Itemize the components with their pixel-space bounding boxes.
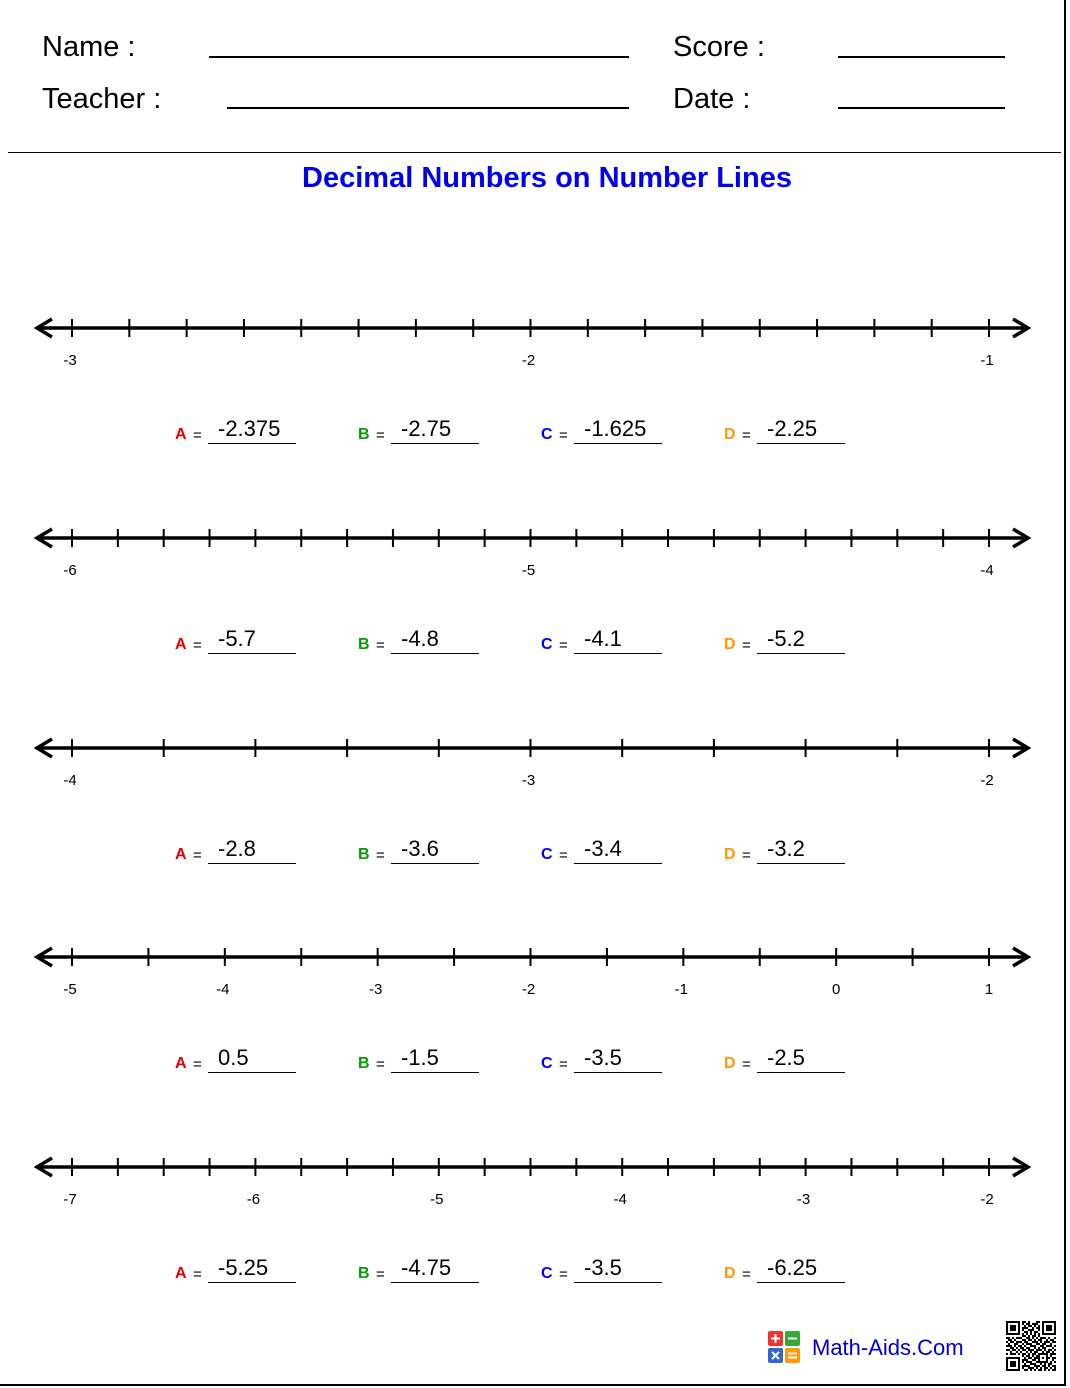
page-title: Decimal Numbers on Number Lines xyxy=(302,162,792,194)
equals-sign: = xyxy=(376,1266,385,1283)
answer-field-a[interactable]: -2.8 xyxy=(208,838,296,864)
answer-field-a[interactable]: -5.7 xyxy=(208,628,296,654)
tick-label: -2 xyxy=(521,981,536,997)
answer-field-a[interactable]: 0.5 xyxy=(208,1047,296,1073)
answer-field-b[interactable]: -2.75 xyxy=(391,418,479,444)
tick-label: -6 xyxy=(63,562,77,578)
number-line-2 xyxy=(0,518,1070,578)
equals-sign: = xyxy=(559,637,568,654)
equals-sign: = xyxy=(376,847,385,864)
equals-sign: = xyxy=(376,637,385,654)
equals-sign: = xyxy=(193,427,202,444)
answer-field-c[interactable]: -3.5 xyxy=(574,1047,662,1073)
number-line-5 xyxy=(0,1147,1070,1207)
tick-label: -3 xyxy=(796,1191,811,1207)
equals-sign: = xyxy=(742,847,751,864)
tick-label: -5 xyxy=(521,562,536,578)
answer-field-d[interactable]: -2.5 xyxy=(757,1047,845,1073)
header-separator xyxy=(8,152,1061,153)
answer-field-d[interactable]: -6.25 xyxy=(757,1257,845,1283)
tick-label: -6 xyxy=(246,1191,261,1207)
answer-letter-d: D xyxy=(724,636,736,653)
score-field[interactable] xyxy=(838,56,1005,58)
answer-letter-a: A xyxy=(175,1265,187,1282)
equals-sign: = xyxy=(193,637,202,654)
answer-field-b[interactable]: -3.6 xyxy=(391,838,479,864)
answer-field-c[interactable]: -3.4 xyxy=(574,838,662,864)
answer-letter-c: C xyxy=(541,1265,553,1282)
tick-label: -2 xyxy=(980,772,994,788)
brand-link[interactable]: Math-Aids.Com xyxy=(812,1335,964,1360)
date-label: Date : xyxy=(673,83,751,115)
date-field[interactable] xyxy=(838,107,1005,109)
qr-code-icon xyxy=(1003,1318,1059,1374)
tick-label: -5 xyxy=(63,981,77,997)
tick-label: -2 xyxy=(980,1191,994,1207)
equals-sign: = xyxy=(193,847,202,864)
tick-label: -3 xyxy=(63,352,77,368)
number-line-4 xyxy=(0,937,1070,997)
answer-field-b[interactable]: -1.5 xyxy=(391,1047,479,1073)
equals-sign: = xyxy=(742,427,751,444)
answer-letter-a: A xyxy=(175,426,187,443)
answer-letter-d: D xyxy=(724,1265,736,1282)
tick-label: -4 xyxy=(613,1191,627,1207)
tick-label: 0 xyxy=(831,981,841,997)
answer-letter-a: A xyxy=(175,636,187,653)
equals-sign: = xyxy=(559,847,568,864)
equals-sign: = xyxy=(559,1266,568,1283)
answer-field-c[interactable]: -1.625 xyxy=(574,418,662,444)
equals-sign: = xyxy=(559,427,568,444)
answer-letter-b: B xyxy=(358,846,370,863)
equals-sign: = xyxy=(193,1266,202,1283)
tick-label: -4 xyxy=(980,562,994,578)
equals-sign: = xyxy=(742,1266,751,1283)
name-label: Name : xyxy=(42,31,136,63)
tick-label: -2 xyxy=(521,352,536,368)
answer-field-b[interactable]: -4.75 xyxy=(391,1257,479,1283)
tick-label: -1 xyxy=(980,352,994,368)
equals-sign: = xyxy=(742,1056,751,1073)
tick-label: -3 xyxy=(368,981,383,997)
tick-label: -4 xyxy=(63,772,77,788)
answer-field-d[interactable]: -5.2 xyxy=(757,628,845,654)
teacher-field[interactable] xyxy=(227,107,629,109)
number-line-1 xyxy=(0,308,1070,368)
answer-letter-c: C xyxy=(541,846,553,863)
equals-sign: = xyxy=(376,1056,385,1073)
tick-label: -1 xyxy=(674,981,689,997)
tick-label: -3 xyxy=(521,772,536,788)
teacher-label: Teacher : xyxy=(42,83,162,115)
answer-field-d[interactable]: -2.25 xyxy=(757,418,845,444)
equals-sign: = xyxy=(559,1056,568,1073)
answer-letter-c: C xyxy=(541,1055,553,1072)
answer-letter-b: B xyxy=(358,1265,370,1282)
answer-letter-c: C xyxy=(541,426,553,443)
tick-label: -4 xyxy=(216,981,230,997)
answer-letter-a: A xyxy=(175,846,187,863)
answer-letter-b: B xyxy=(358,636,370,653)
tick-label: -7 xyxy=(63,1191,77,1207)
answer-letter-c: C xyxy=(541,636,553,653)
calculator-icon xyxy=(767,1330,801,1364)
answer-letter-d: D xyxy=(724,1055,736,1072)
answer-field-c[interactable]: -4.1 xyxy=(574,628,662,654)
equals-sign: = xyxy=(742,637,751,654)
name-field[interactable] xyxy=(209,56,629,58)
answer-field-c[interactable]: -3.5 xyxy=(574,1257,662,1283)
answer-field-a[interactable]: -2.375 xyxy=(208,418,296,444)
tick-label: 1 xyxy=(984,981,994,997)
tick-label: -5 xyxy=(430,1191,444,1207)
answer-letter-b: B xyxy=(358,426,370,443)
answer-field-a[interactable]: -5.25 xyxy=(208,1257,296,1283)
answer-letter-d: D xyxy=(724,846,736,863)
score-label: Score : xyxy=(673,31,765,63)
equals-sign: = xyxy=(376,427,385,444)
answer-field-d[interactable]: -3.2 xyxy=(757,838,845,864)
number-line-3 xyxy=(0,728,1070,788)
answer-field-b[interactable]: -4.8 xyxy=(391,628,479,654)
answer-letter-d: D xyxy=(724,426,736,443)
answer-letter-a: A xyxy=(175,1055,187,1072)
equals-sign: = xyxy=(193,1056,202,1073)
answer-letter-b: B xyxy=(358,1055,370,1072)
